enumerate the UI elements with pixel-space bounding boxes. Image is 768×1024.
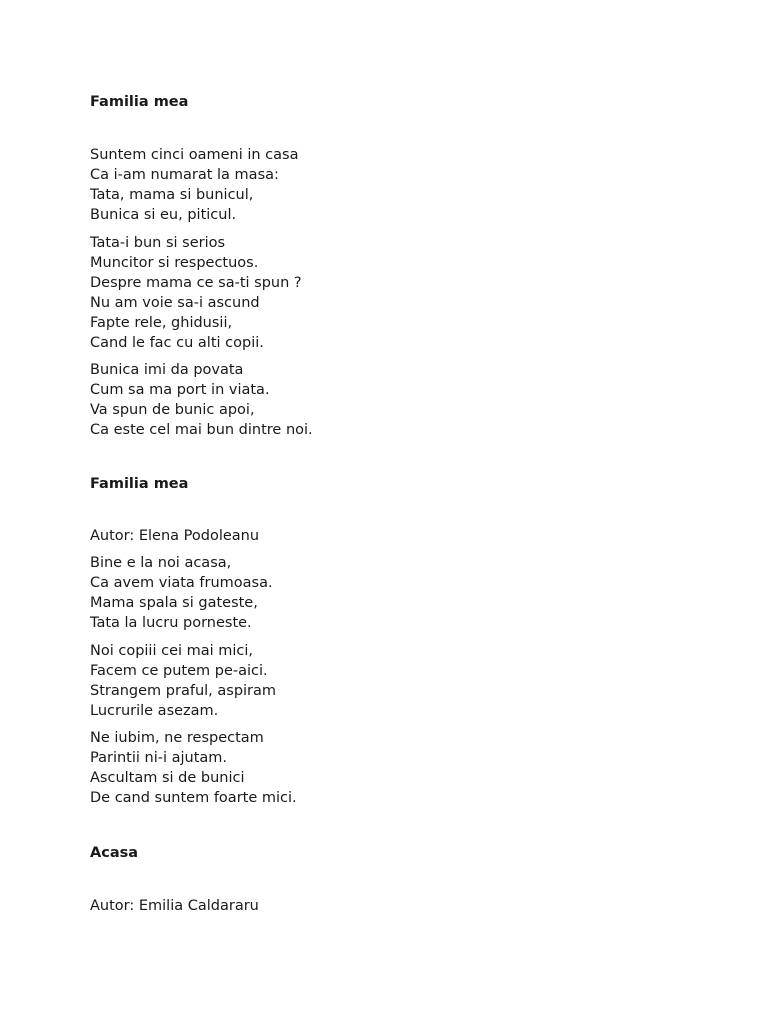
poem-author: Autor: Elena Podoleanu bbox=[90, 528, 260, 544]
poem-title: Familia mea bbox=[90, 94, 189, 110]
poem-line: Nu am voie sa-i ascund bbox=[90, 295, 260, 311]
poem-line: Ca avem viata frumoasa. bbox=[90, 575, 273, 591]
poem-line: Lucrurile asezam. bbox=[90, 703, 219, 719]
poem-line: Strangem praful, aspiram bbox=[90, 683, 277, 699]
poem-line: Ne iubim, ne respectam bbox=[90, 730, 264, 746]
stanza bbox=[90, 553, 273, 633]
poem-line: Noi copiii cei mai mici, bbox=[90, 643, 254, 659]
poem-line: Ca este cel mai bun dintre noi. bbox=[90, 422, 313, 438]
poem-line: Parintii ni-i ajutam. bbox=[90, 750, 228, 766]
poem-line: Cum sa ma port in viata. bbox=[90, 382, 270, 398]
poem-line: Cand le fac cu alti copii. bbox=[90, 335, 264, 351]
poem-line: Mama spala si gateste, bbox=[90, 595, 258, 611]
poem-line: Despre mama ce sa-ti spun ? bbox=[90, 275, 302, 291]
stanza bbox=[90, 145, 298, 225]
poem-line: Suntem cinci oameni in casa bbox=[90, 147, 299, 163]
poem-line: Facem ce putem pe-aici. bbox=[90, 663, 268, 679]
poem-line: Ca i-am numarat la masa: bbox=[90, 167, 279, 183]
stanza bbox=[90, 641, 276, 721]
poem-line: De cand suntem foarte mici. bbox=[90, 790, 297, 806]
poem-line: Ascultam si de bunici bbox=[90, 770, 245, 786]
poem-line: Bine e la noi acasa, bbox=[90, 555, 232, 571]
poem-line: Tata, mama si bunicul, bbox=[90, 187, 254, 203]
poem-line: Va spun de bunic apoi, bbox=[90, 402, 255, 418]
poem-line: Tata-i bun si serios bbox=[90, 235, 226, 251]
poem-title: Familia mea bbox=[90, 476, 189, 492]
poem-author: Autor: Emilia Caldararu bbox=[90, 898, 259, 914]
poem-line: Bunica imi da povata bbox=[90, 362, 244, 378]
poem-line: Tata la lucru porneste. bbox=[90, 615, 252, 631]
poem-line: Bunica si eu, piticul. bbox=[90, 207, 237, 223]
stanza bbox=[90, 728, 297, 808]
stanza bbox=[90, 360, 313, 440]
poem-line: Fapte rele, ghidusii, bbox=[90, 315, 233, 331]
poem-line: Muncitor si respectuos. bbox=[90, 255, 259, 271]
poem-title: Acasa bbox=[90, 845, 139, 861]
stanza bbox=[90, 233, 302, 353]
